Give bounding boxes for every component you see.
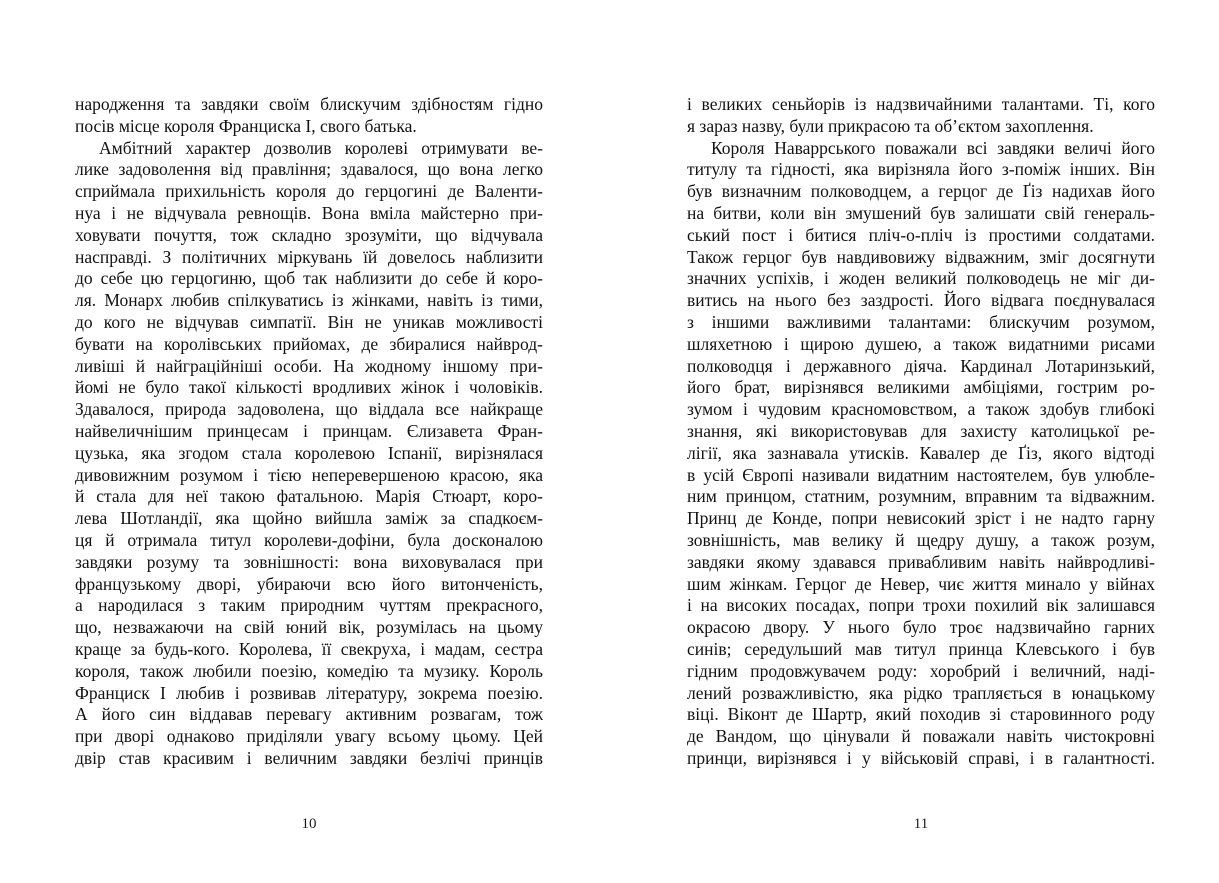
- text-line: що, незважаючи на свій юний вік, розумілась на цьому: [75, 617, 543, 638]
- text-line: був визначним полководцем, а герцог де Ґіз надихав його: [687, 181, 1155, 202]
- text-line: найвеличнішим принцесам і принцам. Єлизавета Фран-: [75, 420, 543, 441]
- text-line: ним принцом, статним, розумним, вправним та відважним.: [687, 486, 1155, 507]
- book-page-right: [687, 0, 1155, 883]
- page-number-right: 11: [913, 816, 929, 832]
- text-line: дивовижним розумом і тією неперевершеною красою, яка: [75, 464, 543, 485]
- text-line: краще за будь-кого. Королева, її свекруха, і мадам, сестра: [75, 638, 543, 659]
- text-line: бувати на королівських прийомах, де збиралися найврод-: [75, 333, 543, 354]
- text-line: синів; середульший мав титул принца Клевського і був: [687, 638, 1155, 659]
- text-line: А його син віддавав перевагу активним розвагам, тож: [75, 704, 543, 725]
- text-line: ля. Монарх любив спілкуватись із жінками, навіть із тими,: [75, 290, 543, 311]
- text-line: Короля Наваррського поважали всі завдяки величі його: [711, 137, 1155, 158]
- text-line: витись на нього без заздрості. Його відвага поєднувалася: [687, 290, 1155, 311]
- text-line: титулу та гідності, яка вирізняла його з-поміж інших. Він: [687, 159, 1155, 180]
- text-line: ський пост і битися пліч-о-пліч із простими солдатами.: [687, 224, 1155, 245]
- text-line: і великих сеньйорів із надзвичайними талантами. Ті, кого: [687, 94, 1155, 114]
- page-right-text: [687, 94, 1155, 770]
- text-line: завдяки якому здавався привабливим навіть найвродливі-: [687, 551, 1155, 572]
- text-line: ця й отримала титул королеви-дофіни, була досконалою: [75, 529, 543, 550]
- text-line: йомі не було такої кількості вродливих жінок і чоловіків.: [75, 377, 543, 398]
- text-line: зумом і чудовим красномовством, а також здобув глибокі: [687, 399, 1155, 420]
- text-line: до кого не відчував симпатії. Він не уникав можливості: [75, 311, 543, 332]
- text-line: посів місце короля Франциска I, свого батька.: [75, 115, 417, 136]
- text-line: полководця і державного діяча. Кардинал Лотаринзький,: [687, 355, 1155, 376]
- text-line: зовнішність, мав велику й щедру душу, а також розум,: [687, 529, 1155, 550]
- text-line: лике задоволення від правління; здавалося, що вона легко: [75, 159, 543, 180]
- text-line: а народилася з таким природним чуттям прекрасного,: [75, 595, 543, 616]
- text-line: віці. Віконт де Шартр, який походив зі старовинного роду: [687, 704, 1155, 725]
- text-line: я зараз назву, були прикрасою та об’єктом захоплення.: [687, 115, 1094, 136]
- text-line: принци, вирізнявся і у військовій справі, і в галантності.: [687, 747, 1155, 768]
- text-line: значних успіхів, і жоден великий полководець не міг ди-: [687, 268, 1155, 289]
- text-line: насправді. З політичних міркувань їй довелось наблизити: [75, 246, 543, 267]
- text-line: Здавалося, природа задоволена, що віддала все найкраще: [75, 399, 543, 420]
- text-line: де Вандом, що цінували й поважали навіть чистокровні: [687, 726, 1155, 747]
- text-line: й стала для неї такою фатальною. Марія Стюарт, коро-: [75, 486, 543, 507]
- text-line: при дворі однаково приділяли увагу всьому цьому. Цей: [75, 726, 543, 747]
- page-number-left: 10: [301, 816, 317, 832]
- text-line: сприймала прихильність короля до герцогині де Валенти-: [75, 181, 543, 202]
- text-line: Також герцог був навдивовижу відважним, зміг досягнути: [687, 246, 1155, 267]
- text-line: шим жінкам. Герцог де Невер, чиє життя минало у війнах: [687, 573, 1155, 594]
- text-line: завдяки розуму та зовнішності: вона виховувалася при: [75, 551, 543, 572]
- text-line: лігії, яка зазнавала утисків. Кавалер де Ґіз, якого відтоді: [687, 442, 1155, 463]
- page-left-text: [75, 94, 543, 770]
- text-line: і на високих посадах, попри трохи похилий вік залишався: [687, 595, 1155, 616]
- text-line: шляхетною і щирою душею, а також видатними рисами: [687, 333, 1155, 354]
- text-line: французькому дворі, убираючи всю його витонченість,: [75, 573, 543, 594]
- text-line: ховувати почуття, тож складно зрозуміти, що відчувала: [75, 224, 543, 245]
- text-line: його брат, вирізнявся великими амбіціями, гострим ро-: [687, 377, 1155, 398]
- text-line: Амбітний характер дозволив королеві отримувати ве-: [99, 137, 543, 158]
- book-page-left: [75, 0, 543, 883]
- text-line: в усій Європі називали видатним настоятелем, був улюбле-: [687, 464, 1155, 485]
- text-line: Принц де Конде, попри невисокий зріст і не надто гарну: [687, 508, 1155, 529]
- text-line: цузька, яка згодом стала королевою Іспанії, вирізнялася: [75, 442, 543, 463]
- text-line: лева Шотландії, яка щойно вийшла заміж за спадкоєм-: [75, 508, 543, 529]
- text-line: до себе цю герцогиню, щоб так наблизити до себе й коро-: [75, 268, 543, 289]
- text-line: з іншими важливими талантами: блискучим розумом,: [687, 311, 1155, 332]
- text-line: окрасою двору. У нього було троє надзвичайно гарних: [687, 617, 1155, 638]
- text-line: двір став красивим і величним завдяки безлічі принців: [75, 747, 543, 768]
- text-line: на битви, коли він змушений був залишати свій генераль-: [687, 202, 1155, 223]
- text-line: лений розважливістю, яка рідко трапляється в юнацькому: [687, 682, 1155, 703]
- text-line: ливіші й найграційніші особи. На жодному іншому при-: [75, 355, 543, 376]
- text-line: гідним продовжувачем роду: хоробрий і величний, наді-: [687, 660, 1155, 681]
- text-line: короля, також любили поезію, комедію та музику. Король: [75, 660, 543, 681]
- text-line: народження та завдяки своїм блискучим здібностям гідно: [75, 94, 543, 114]
- text-line: знання, які використовував для захисту католицької ре-: [687, 420, 1155, 441]
- text-line: нуа і не відчувала ревнощів. Вона вміла майстерно при-: [75, 202, 543, 223]
- text-line: Франциск I любив і розвивав літературу, зокрема поезію.: [75, 682, 543, 703]
